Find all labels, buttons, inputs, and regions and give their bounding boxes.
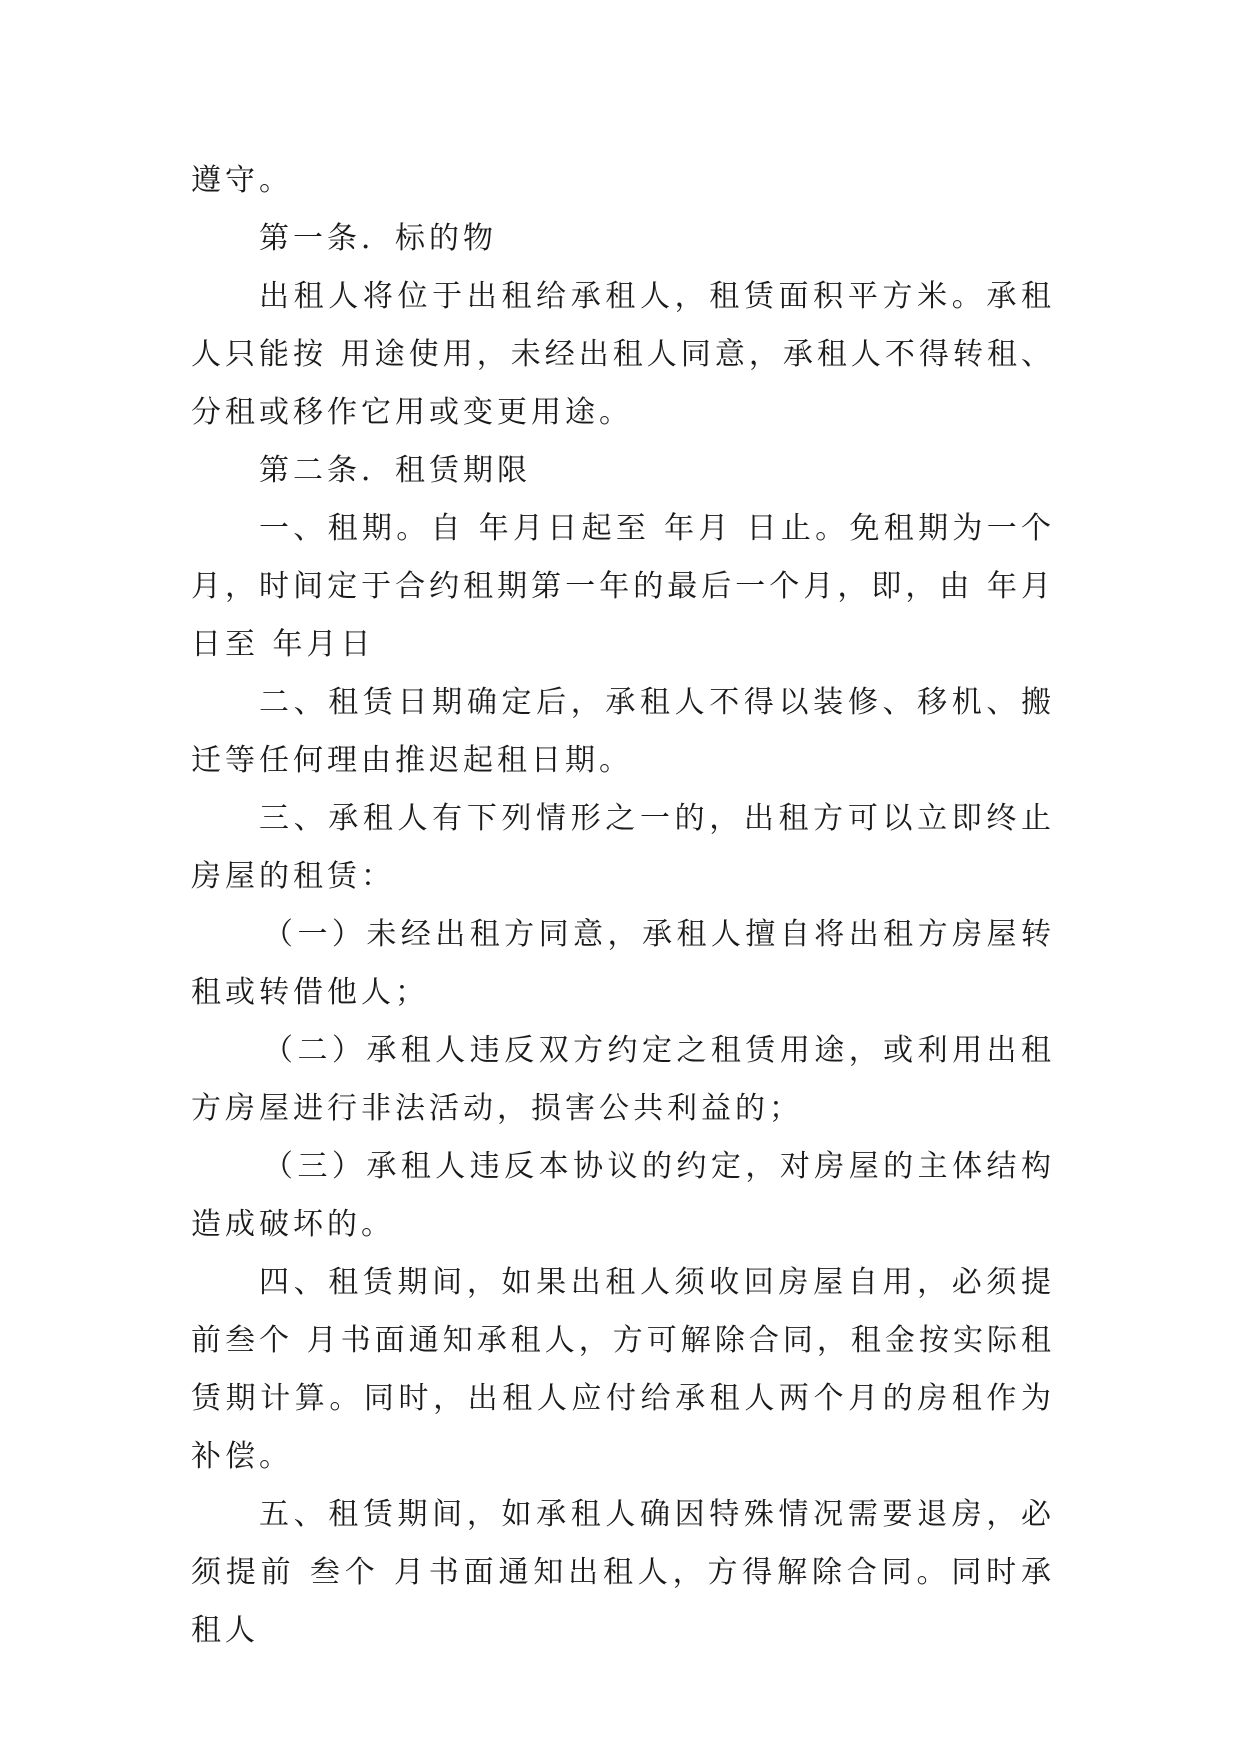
sub-clause-2: （二）承租人违反双方约定之租赁用途，或利用出租方房屋进行非法活动，损害公共利益的； bbox=[191, 1033, 1055, 1126]
article-1-heading: 第一条．标的物 bbox=[259, 221, 497, 256]
clause-2-start-date: 二、租赁日期确定后，承租人不得以装修、移机、搬迁等任何理由推迟起租日期。 bbox=[191, 685, 1055, 778]
clause-1-lease-term: 一、租期。自 年月日起至 年月 日止。免租期为一个月，时间定于合约租期第一年的最后一个月，即，由 年月日至 年月日 bbox=[191, 511, 1055, 662]
article-2-heading: 第二条．租赁期限 bbox=[259, 453, 531, 488]
document-body bbox=[191, 152, 1055, 1660]
sub-clause-3: （三）承租人违反本协议的约定，对房屋的主体结构造成破坏的。 bbox=[191, 1149, 1055, 1242]
article-1-body: 出租人将位于出租给承租人，租赁面积平方米。承租人只能按 用途使用，未经出租人同意，承租人不得转租、分租或移作它用或变更用途。 bbox=[191, 279, 1055, 430]
clause-3-termination: 三、承租人有下列情形之一的，出租方可以立即终止房屋的租赁： bbox=[191, 801, 1055, 894]
clause-5-tenant-exit: 五、租赁期间，如承租人确因特殊情况需要退房，必须提前 叁个 月书面通知出租人，方得解除合同。同时承租人 bbox=[191, 1497, 1055, 1648]
clause-4-landlord-recall: 四、租赁期间，如果出租人须收回房屋自用，必须提前叁个 月书面通知承租人，方可解除合同，租金按实际租赁期计算。同时，出租人应付给承租人两个月的房租作为补偿。 bbox=[191, 1265, 1055, 1474]
sub-clause-1: （一）未经出租方同意，承租人擅自将出租方房屋转租或转借他人； bbox=[191, 917, 1055, 1010]
paragraph-continuation: 遵守。 bbox=[191, 163, 293, 198]
